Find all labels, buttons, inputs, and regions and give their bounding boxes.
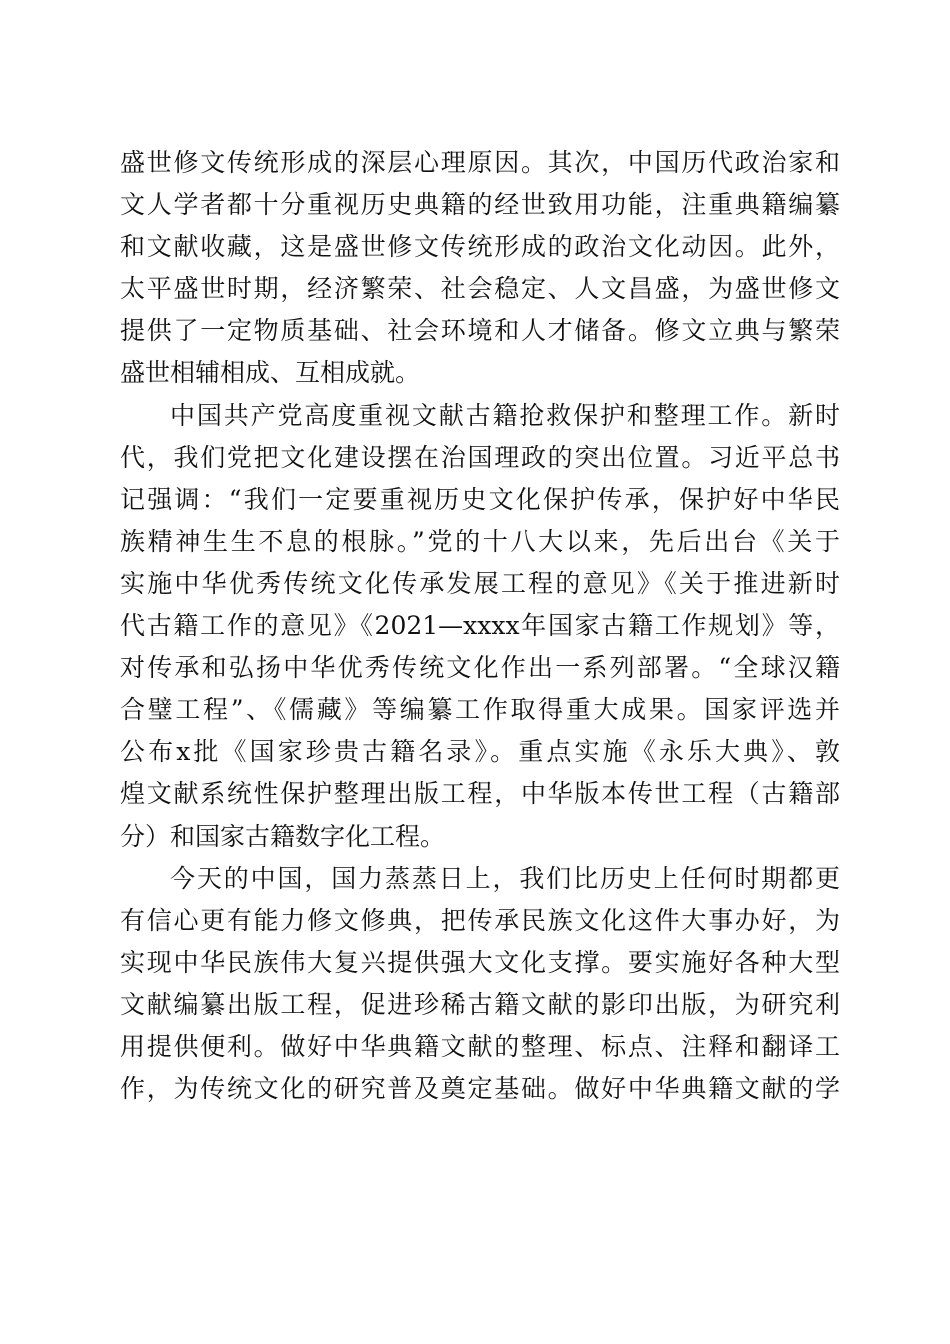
text-line: 太平盛世时期，经济繁荣、社会稳定、人文昌盛，为盛世修文 — [120, 274, 840, 304]
text-line: 作，为传统文化的研究普及奠定基础。做好中华典籍文献的学 — [120, 1074, 840, 1104]
text-line: 代，我们党把文化建设摆在治国理政的突出位置。习近平总书 — [120, 442, 840, 472]
text-line: 文献编纂出版工程，促进珍稀古籍文献的影印出版，为研究利 — [120, 989, 840, 1019]
text-line: 公布x批《国家珍贵古籍名录》。重点实施《永乐大典》、敦 — [120, 737, 840, 767]
text-line: 记强调：“我们一定要重视历史文化保护传承，保护好中华民 — [120, 484, 840, 514]
paragraph — [120, 142, 840, 395]
text-line: 盛世修文传统形成的深层心理原因。其次，中国历代政治家和 — [120, 148, 840, 177]
text-line: 今天的中国，国力蒸蒸日上，我们比历史上任何时期都更 — [170, 863, 840, 893]
text-line: 中国共产党高度重视文献古籍抢救保护和整理工作。新时 — [170, 400, 840, 430]
text-line: 和文献收藏，这是盛世修文传统形成的政治文化动因。此外， — [120, 232, 840, 262]
text-line: 有信心更有能力修文修典，把传承民族文化这件大事办好，为 — [120, 905, 840, 935]
document-body — [120, 142, 840, 1110]
text-line: 合璧工程”、《儒藏》等编纂工作取得重大成果。国家评选并 — [120, 695, 840, 725]
text-line: 对传承和弘扬中华优秀传统文化作出一系列部署。“全球汉籍 — [120, 653, 840, 683]
text-line: 提供了一定物质基础、社会环境和人才储备。修文立典与繁荣 — [120, 316, 840, 346]
text-line: 煌文献系统性保护整理出版工程，中华版本传世工程（古籍部 — [120, 779, 840, 809]
text-line: 盛世相辅相成、互相成就。 — [120, 358, 421, 388]
text-line: 文人学者都十分重视历史典籍的经世致用功能，注重典籍编纂 — [120, 190, 840, 220]
text-line: 实施中华优秀传统文化传承发展工程的意见》《关于推进新时 — [120, 568, 840, 598]
text-line: 分）和国家古籍数字化工程。 — [120, 821, 446, 851]
paragraph — [120, 858, 840, 1111]
text-line: 族精神生生不息的根脉。”党的十八大以来，先后出台《关于 — [120, 526, 840, 556]
text-line: 实现中华民族伟大复兴提供强大文化支撑。要实施好各种大型 — [120, 947, 840, 977]
paragraph — [120, 395, 840, 858]
text-line: 代古籍工作的意见》《2021—xxxx年国家古籍工作规划》等， — [120, 611, 840, 641]
text-line: 用提供便利。做好中华典籍文献的整理、标点、注释和翻译工 — [120, 1031, 840, 1061]
